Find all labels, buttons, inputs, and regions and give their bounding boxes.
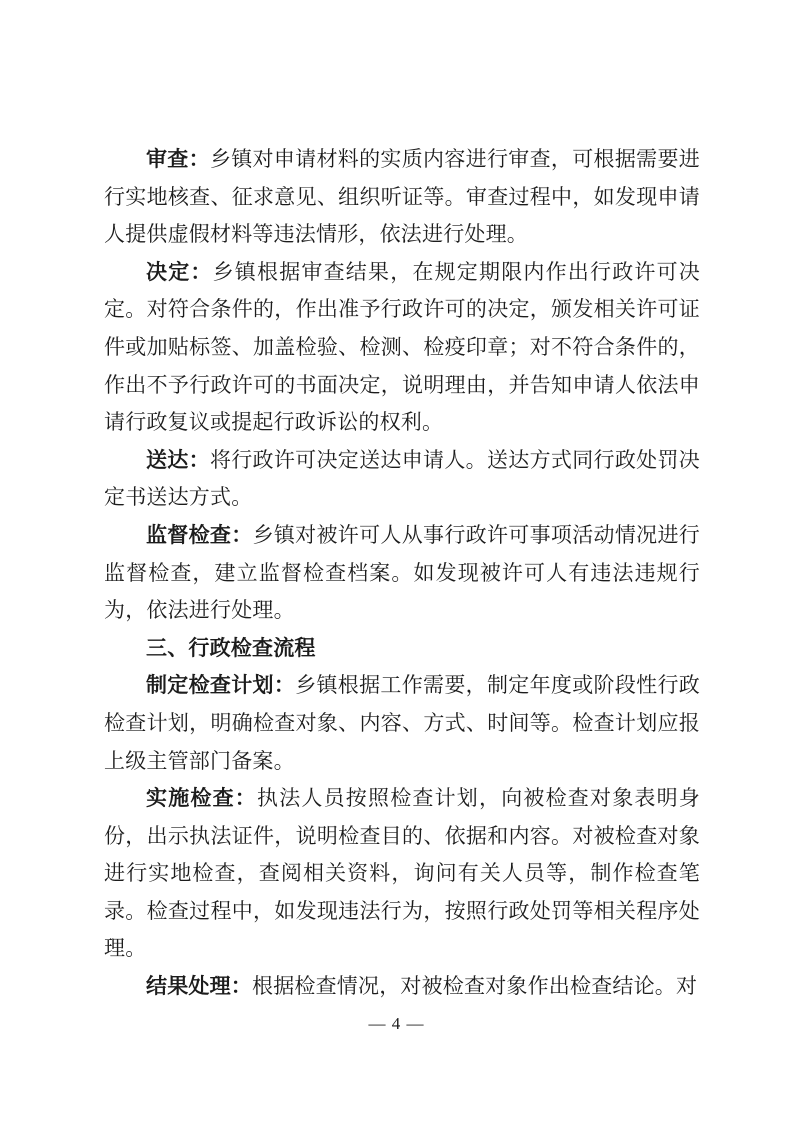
paragraph-plan	[104, 667, 700, 780]
paragraph-text: 乡镇根据审查结果，在规定期限内作出行政许可决定。对符合条件的，作出准予行政许可的决定，颁发相关许可证件或加贴标签、加盖检验、检测、检疫印章；对不符合条件的，作出不予行政许可的书面决定，说明理由，并告知申请人依法申请行政复议或提起行政诉讼的权利。	[104, 259, 700, 435]
paragraph-label: 监督检查：	[146, 523, 253, 547]
paragraph-text: 将行政许可决定送达申请人。送达方式同行政处罚决定书送达方式。	[104, 447, 700, 510]
paragraph-text: 根据检查情况，对被检查对象作出检查结论。对	[252, 974, 698, 999]
page-number: — 4 —	[368, 1014, 425, 1033]
section-heading	[104, 630, 700, 668]
paragraph-label: 送达：	[146, 448, 210, 472]
paragraph-implement	[104, 780, 700, 968]
paragraph-result	[104, 968, 700, 1006]
paragraph-supervision	[104, 517, 700, 630]
paragraph-text: 乡镇对申请材料的实质内容进行审查，可根据需要进行实地核查、征求意见、组织听证等。审查过程中，如发现申请人提供虚假材料等违法情形，依法进行处理。	[104, 147, 700, 247]
paragraph-text: 乡镇根据工作需要，制定年度或阶段性行政检查计划，明确检查对象、内容、方式、时间等。检查计划应报上级主管部门备案。	[104, 673, 700, 773]
paragraph-label: 决定：	[146, 260, 213, 284]
paragraph-text: 乡镇对被许可人从事行政许可事项活动情况进行监督检查，建立监督检查档案。如发现被许可人有违法违规行为，依法进行处理。	[104, 522, 700, 623]
paragraph-text: 执法人员按照检查计划，向被检查对象表明身份，出示执法证件，说明检查目的、依据和内容。对被检查对象进行实地检查，查阅相关资料，询问有关人员等，制作检查笔录。检查过程中，如发现违法行为，按照行政处罚等相关程序处理。	[104, 786, 700, 961]
paragraph-label: 制定检查计划：	[146, 674, 296, 698]
section-heading-text: 三、行政检查流程	[146, 636, 316, 660]
paragraph-label: 结果处理：	[146, 975, 252, 999]
paragraph-label: 审查：	[146, 148, 210, 171]
paragraph-decision	[104, 254, 700, 442]
paragraph-review	[104, 141, 700, 254]
paragraph-label: 实施检查：	[146, 787, 257, 811]
paragraph-delivery	[104, 442, 700, 517]
document-body	[104, 141, 700, 1006]
